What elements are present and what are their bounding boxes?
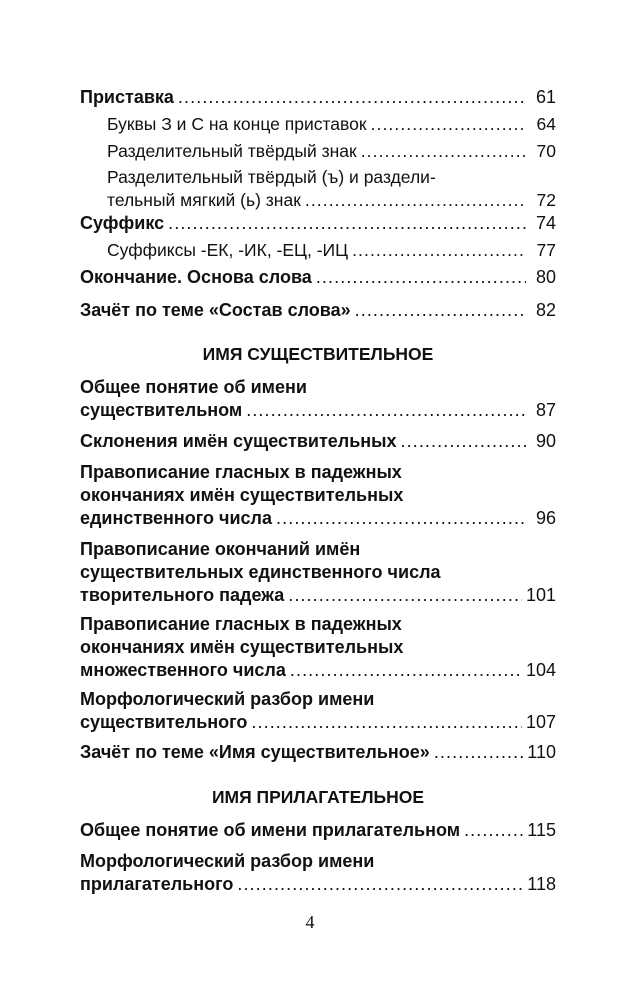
- toc-entry-title-line1: Морфологический разбор имени: [80, 689, 375, 709]
- toc-entry-suffixes-ek-ik[interactable]: [107, 239, 556, 262]
- toc-entry-title-line1: Морфологический разбор имени: [80, 851, 375, 871]
- toc-entry-title-line3: единственного числа: [80, 508, 273, 528]
- toc-page-number: 61: [535, 87, 556, 107]
- dot-leader: [276, 507, 526, 530]
- toc-entry-noun-vowels-singular[interactable]: [80, 461, 556, 530]
- toc-entry-title-line1: Правописание гласных в падежных: [80, 614, 402, 634]
- section-heading-adjective: ИМЯ ПРИЛАГАТЕЛЬНОЕ: [211, 787, 425, 807]
- dot-leader: [401, 430, 526, 453]
- toc-entry-title-line3: творительного падежа: [80, 585, 285, 605]
- toc-page-number: 70: [536, 141, 556, 161]
- toc-entry-title: Буквы З и С на конце приставок: [107, 114, 367, 134]
- toc-entry-noun-morphological[interactable]: [80, 688, 556, 734]
- toc-entry-hard-soft-sign[interactable]: [107, 166, 556, 212]
- toc-page-number: 118: [527, 874, 556, 894]
- toc-entry-test-word-structure[interactable]: [80, 299, 556, 322]
- toc-entry-title: Склонения имён существительных: [80, 431, 397, 451]
- toc-entry-z-s-prefix-endings[interactable]: [107, 113, 556, 136]
- toc-entry-title-line1: Разделительный твёрдый (ъ) и раздели-: [107, 167, 436, 187]
- toc-entry-title: Разделительный твёрдый знак: [107, 141, 357, 161]
- toc-page-number: 64: [536, 114, 556, 134]
- dot-leader: [316, 266, 526, 289]
- toc-entry-prefix[interactable]: [80, 86, 556, 109]
- dot-leader: [352, 239, 526, 262]
- dot-leader: [251, 711, 522, 734]
- toc-page-number: 77: [536, 240, 556, 260]
- dot-leader: [290, 659, 522, 682]
- toc-entry-adjective-morphological[interactable]: [80, 850, 556, 896]
- dot-leader: [246, 399, 526, 422]
- toc-page-number: 72: [536, 190, 556, 210]
- dot-leader: [305, 189, 526, 212]
- toc-page-number: 82: [535, 300, 556, 320]
- toc-page-number: 96: [535, 508, 556, 528]
- toc-entry-noun-vowels-plural[interactable]: [80, 613, 556, 682]
- toc-entry-title-line1: Общее понятие об имени: [80, 377, 307, 397]
- toc-page-number: 104: [525, 660, 556, 680]
- toc-page-number: 101: [525, 585, 556, 605]
- toc-entry-suffix[interactable]: [80, 212, 556, 235]
- toc-entry-title-line2: прилагательного: [80, 874, 234, 894]
- section-heading-noun: ИМЯ СУЩЕСТВИТЕЛЬНОЕ: [202, 344, 434, 364]
- dot-leader: [464, 819, 523, 842]
- toc-entry-title: Зачёт по теме «Состав слова»: [80, 300, 351, 320]
- dot-leader: [168, 212, 526, 235]
- toc-entry-test-noun[interactable]: [80, 741, 556, 764]
- toc-entry-title-line2: существительного: [80, 712, 248, 732]
- toc-entry-title: Суффикс: [80, 213, 165, 233]
- toc-entry-title-line3: множественного числа: [80, 660, 286, 680]
- dot-leader: [371, 113, 526, 136]
- toc-entry-title: Приставка: [80, 87, 174, 107]
- toc-entry-noun-declensions[interactable]: [80, 430, 556, 453]
- dot-leader: [178, 86, 526, 109]
- dot-leader: [361, 140, 526, 163]
- toc-entry-title-line1: Правописание окончаний имён: [80, 539, 361, 559]
- toc-entry-adjective-general[interactable]: [80, 819, 556, 842]
- toc-page-number: 110: [527, 742, 556, 762]
- toc-page-number: 107: [525, 712, 556, 732]
- toc-page-number: 80: [535, 267, 556, 287]
- toc-entry-title-line1: Правописание гласных в падежных: [80, 462, 402, 482]
- toc-entry-noun-general[interactable]: [80, 376, 556, 422]
- toc-entry-title-line2: существительном: [80, 400, 243, 420]
- toc-page-number: 115: [527, 820, 556, 840]
- page-number: 4: [305, 912, 315, 932]
- toc-entry-title: Окончание. Основа слова: [80, 267, 312, 287]
- toc-entry-title-line2: тельный мягкий (ь) знак: [107, 190, 301, 210]
- toc-entry-title-line2: окончаниях имён существительных: [80, 637, 404, 657]
- toc-page-number: 87: [535, 400, 556, 420]
- toc-entry-noun-instrumental[interactable]: [80, 538, 556, 607]
- toc-entry-title: Зачёт по теме «Имя существительное»: [80, 742, 430, 762]
- dot-leader: [434, 741, 523, 764]
- toc-page-number: 90: [535, 431, 556, 451]
- toc-page-number: 74: [535, 213, 556, 233]
- dot-leader: [237, 873, 523, 896]
- toc-entry-ending-stem[interactable]: [80, 266, 556, 289]
- toc-entry-hard-sign[interactable]: [107, 140, 556, 163]
- toc-entry-title-line2: окончаниях имён существительных: [80, 485, 404, 505]
- dot-leader: [355, 299, 526, 322]
- toc-entry-title-line2: существительных единственного числа: [80, 562, 441, 582]
- dot-leader: [288, 584, 522, 607]
- toc-entry-title: Общее понятие об имени прилагательном: [80, 820, 461, 840]
- toc-entry-title: Суффиксы -ЕК, -ИК, -ЕЦ, -ИЦ: [107, 240, 349, 260]
